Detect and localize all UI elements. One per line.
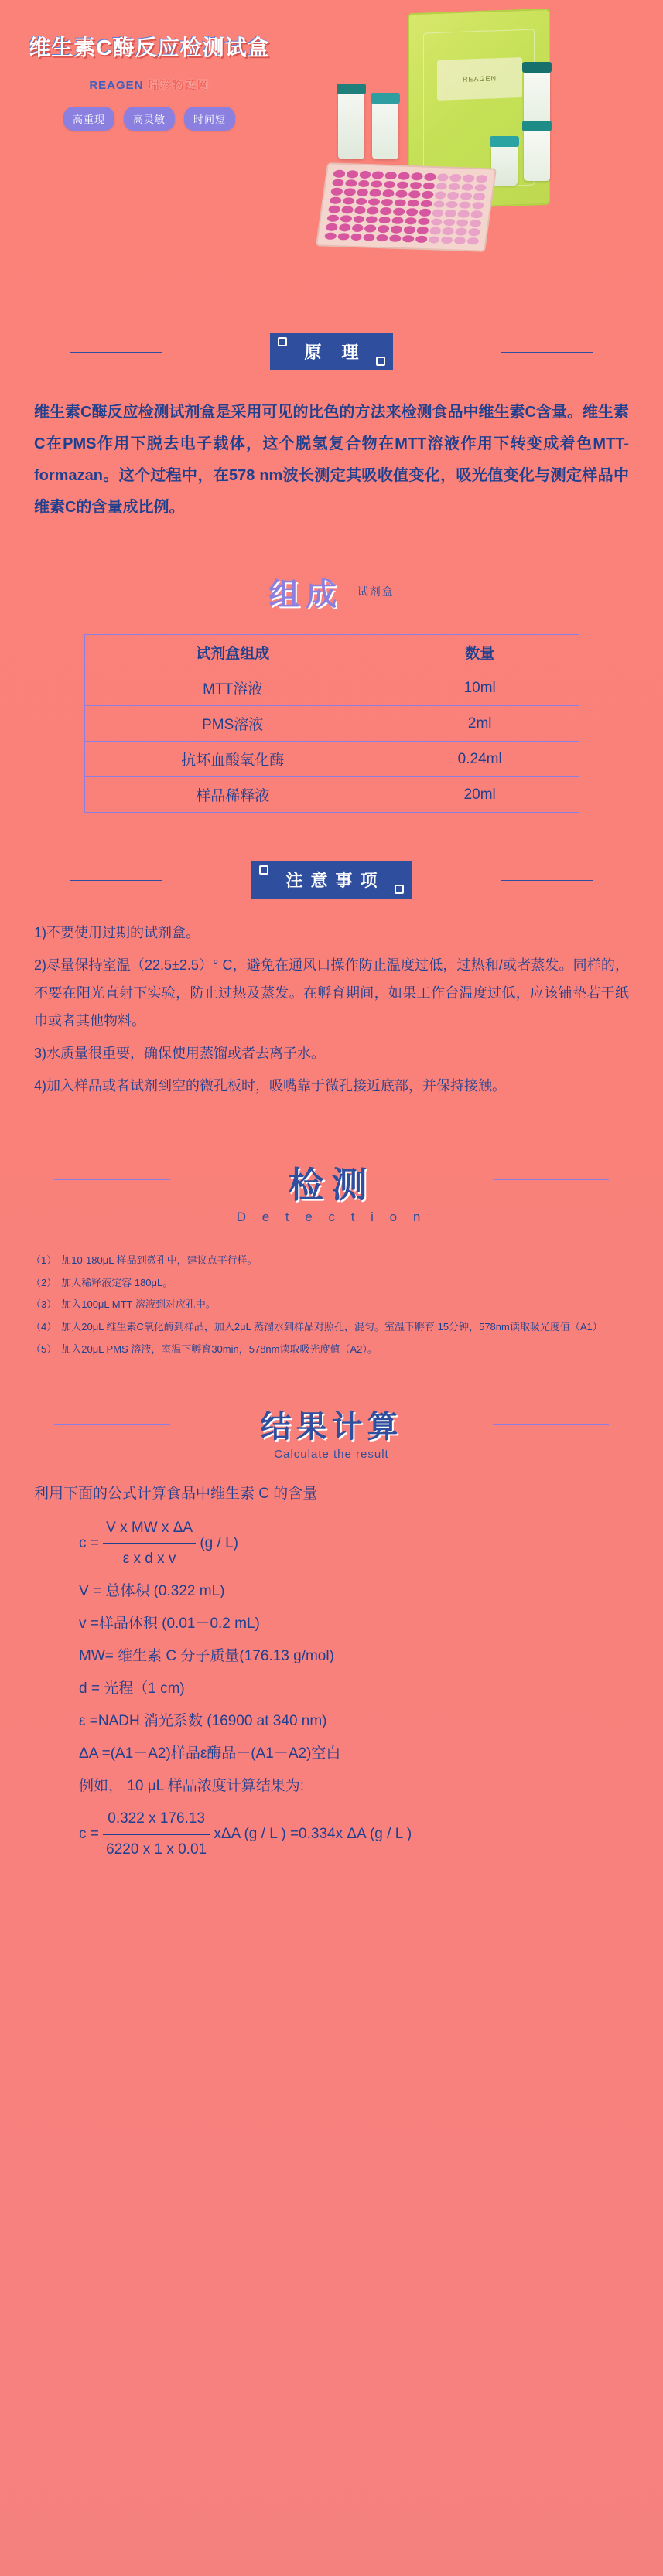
header-section [0,0,663,333]
detection-title: 检测 [288,1165,375,1205]
result-title: 结果计算 [260,1410,403,1445]
notes-body [34,919,629,1100]
note-item: 1)不要使用过期的试剂盒。 [34,925,200,940]
example-equation [34,1804,629,1865]
definition-line: ε =NADH 消光系数 (16900 at 340 nm) [79,1713,327,1730]
example-lead: 例如， 10 μL 样品浓度计算结果为: [79,1778,305,1795]
reagent-vial [372,102,398,159]
table-row [84,742,579,777]
list-item [31,1274,632,1293]
heading-rule-right [493,1179,609,1180]
equation-denominator: ε x d x v [122,1551,176,1568]
cell-amount: 0.24ml [381,742,579,777]
composition-heading [0,570,663,614]
feature-badges [22,107,277,131]
banner-rule-right [501,352,593,353]
step-text: 加入100μL MTT 溶液到对应孔中。 [61,1298,216,1311]
result-heading [0,1402,663,1461]
banner-rule-left [70,352,162,353]
kit-box-inner-frame [423,29,535,189]
status-badge: 高灵敏 [124,107,175,131]
table-row [84,670,579,706]
vial-cap [490,136,519,147]
main-equation [34,1513,629,1574]
column-header-component: 试剂盒组成 [84,635,381,670]
status-badge: 高重现 [63,107,114,131]
composition-table [84,634,579,813]
equation-label: c = [79,1535,99,1552]
cell-amount: 10ml [381,670,579,706]
heading-rule-left [54,1179,170,1180]
list-item [31,1318,632,1337]
vial-cap [371,93,400,104]
microplate-image [316,162,497,252]
step-number: （5） [31,1343,57,1355]
vial-cap [522,62,552,73]
table-row [84,706,579,742]
notes-banner: 注意事项 [251,861,411,899]
step-number: （1） [31,1254,57,1266]
principle-body: 维生素C酶反应检测试剂盒是采用可见的比色的方法来检测食品中维生素C含量。维生素C在PMS作用下脱去电子载体，这个脱氢复合物在MTT溶液作用下转变成着色MTT-formazan。这个过程中，在578 nm波长测定其吸收值变化，吸光值变化与测定样品中维素C的含量成比例。 [34,404,629,516]
definition-line: V = 总体积 (0.322 mL) [79,1583,225,1600]
composition-subtitle: 试剂盒 [357,585,395,598]
table-row [84,777,579,813]
note-item: 3)水质量很重要，确保使用蒸馏或者去离子水。 [34,1046,326,1061]
step-text: 加入20μL 维生素C氧化酶到样品，加入2μL 蒸馏水到样品对照孔，混匀。室温下孵育 15分钟，578nm读取吸光度值（A1） [61,1321,603,1333]
product-photo [292,0,663,309]
example-label: c = [79,1826,99,1843]
reagent-vial [491,145,518,186]
list-item [31,1295,632,1315]
vial-cap [522,121,552,131]
heading-rule-left [54,1424,170,1425]
cell-amount: 2ml [381,706,579,742]
notes-banner-wrap [0,861,663,899]
step-text: 加入稀释液定容 180μL。 [61,1276,173,1288]
detection-steps [31,1251,632,1359]
example-denominator: 6220 x 1 x 0.01 [106,1841,207,1858]
reagent-vial [524,71,550,125]
example-fraction [103,1804,210,1865]
list-item [31,1251,632,1271]
reagent-vial [524,130,550,181]
step-number: （3） [31,1298,57,1311]
detection-heading [0,1157,663,1225]
example-tail: xΔA (g / L ) =0.334x ΔA (g / L ) [214,1826,412,1843]
composition-table-wrap [84,634,579,813]
definition-line: MW= 维生素 C 分子质量(176.13 g/mol) [79,1648,334,1665]
brand-name-en: REAGEN [89,79,144,92]
formula-lead: 利用下面的公式计算食品中维生素 C 的含量 [34,1486,318,1503]
cell-component: MTT溶液 [84,670,381,706]
status-badge: 时间短 [184,107,235,131]
column-header-amount: 数量 [381,635,579,670]
vial-cap [337,84,366,94]
definition-line: d = 光程（1 cm) [79,1680,185,1697]
detection-subtitle: D e t e c t i o n [236,1210,427,1224]
note-item: 2)尽量保持室温（22.5±2.5）° C，避免在通风口操作防止温度过低，过热和/或者蒸发。同样的，不要在阳光直射下实验，防止过热及蒸发。在孵育期间，如果工作台温度过低，应该铺垫若干纸巾或者其他物料。 [34,957,629,1029]
principle-banner: 原 理 [270,333,392,370]
cell-amount: 20ml [381,777,579,813]
cell-component: 抗坏血酸氧化酶 [84,742,381,777]
step-text: 加入20μL PMS 溶液，室温下孵育30min，578nm读取吸光度值（A2）。 [61,1343,378,1355]
step-number: （4） [31,1321,57,1333]
principle-banner-wrap [0,333,663,370]
note-item: 4)加入样品或者试剂到空的微孔板时，吸嘴靠于微孔接近底部，并保持接触。 [34,1078,507,1094]
heading-rule-right [493,1424,609,1425]
brand-name-cn: 瑞珍物链网 [147,79,210,92]
step-text: 加10-180μL 样品到微孔中，建议点平行样。 [61,1254,258,1266]
result-subtitle: Calculate the result [274,1448,389,1462]
banner-rule-left [70,880,162,881]
brand-line [22,77,277,93]
reagent-vial [338,93,364,159]
composition-title: 组成 [268,578,343,612]
list-item [31,1340,632,1360]
page-title: 维生素C酶反应检测试盒 [29,36,270,60]
equation-fraction [103,1513,196,1574]
definition-line: ΔA =(A1－A2)样品ε酶品－(A1－A2)空白 [79,1745,341,1762]
table-header-row [84,635,579,670]
equation-numerator: V x MW x ΔA [103,1513,196,1544]
cell-component: PMS溶液 [84,706,381,742]
equation-unit: (g / L) [200,1535,238,1552]
banner-rule-right [501,880,593,881]
step-number: （2） [31,1276,57,1288]
definition-line: v =样品体积 (0.01－0.2 mL) [79,1616,260,1633]
result-formula-block [34,1479,629,1865]
example-numerator: 0.322 x 176.13 [103,1804,210,1835]
cell-component: 样品稀释液 [84,777,381,813]
title-block [22,31,277,131]
kit-box-label: REAGEN [437,57,522,101]
